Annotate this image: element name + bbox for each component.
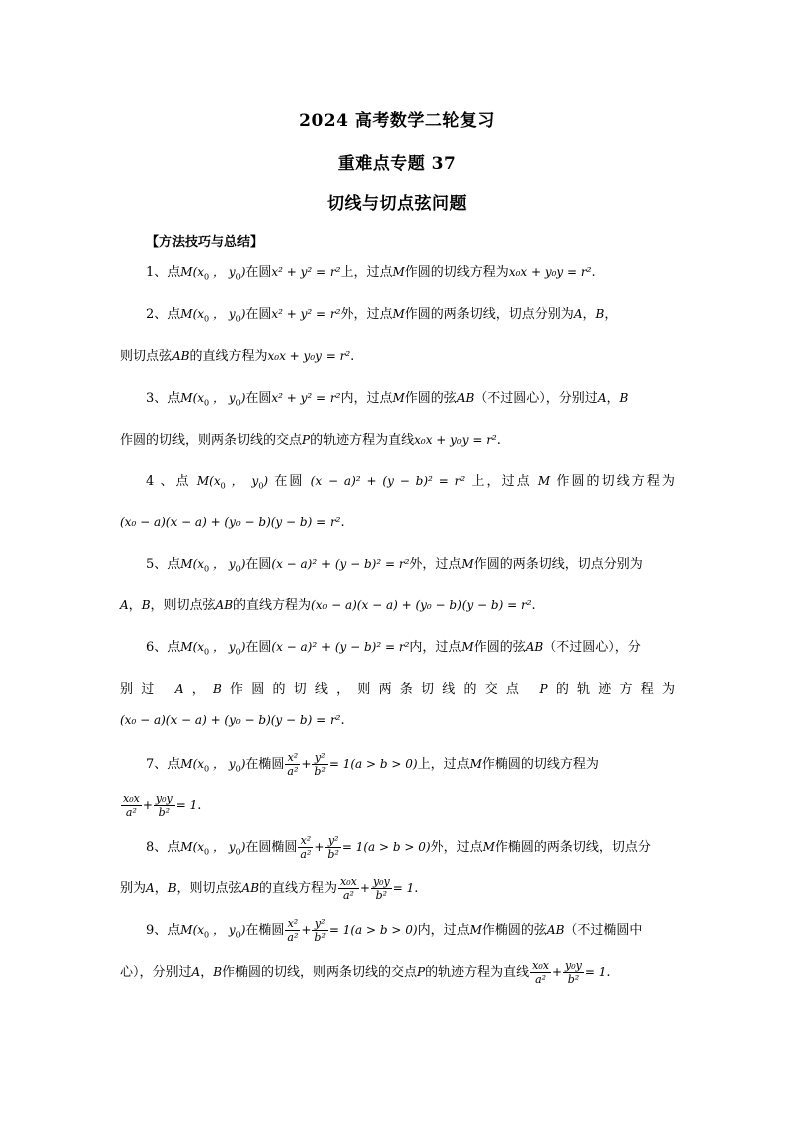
item-8: 8、点$M(x_0$ ， $y_0$)在圆椭圆 $\frac{\text{x²}}{\text{a²}}$ + $\frac{\text{y²}}{\text{b²}}$ = 1(a > b > 0)外，过点M作椭圆的两条切线，切点分 [146,834,651,861]
item-3: 3、点$M(x_0$ ， $y_0$)在圆x² + y² = r²内，过点M作圆的弦AB（不过圆心），分别过A，B [146,391,629,408]
item-6-cont: 别过 A，B作圆的切线，则两条切线的交点 P的轨迹方程为 [120,682,675,697]
document-title: 2024 高考数学二轮复习 [299,111,495,131]
item-4: 4 、点 $M(x_0$ ， $y_0$) 在圆 (x − a)² + (y − b)² = r² 上，过点 M 作圆的切线方程为 [146,474,675,491]
item-2: 2、点$M(x_0$ ， $y_0$)在圆x² + y² = r²外，过点M作圆的两条切线，切点分别为A，B， [146,307,618,324]
tangent-equation: x₀x + y₀y = r² [508,265,592,279]
item-1: 1、点$M(x_0$ ， $y_0$)在圆x² + y² = r²上，过点M作圆的切线方程为x₀x + y₀y = r². [146,265,596,282]
document-subtitle: 重难点专题 37 [337,154,457,174]
ellipse-frac-x: $\frac{\text{x²}}{\text{a²}}$ [287,751,299,778]
item-9-cont: 心），分别过A，B作椭圆的切线，则两条切线的交点P的轨迹方程为直线 $\frac{\text{x₀x}}{\text{a²}}$ + $\frac{\text{y₀y}}{\text{b²}}$ = 1. [120,959,611,986]
ellipse-frac-y: $\frac{\text{y²}}{\text{b²}}$ [314,751,326,778]
item-2-cont: 则切点弦AB的直线方程为x₀x + y₀y = r². [120,349,355,364]
item-3-cont: 作圆的切线，则两条切线的交点P的轨迹方程为直线x₀x + y₀y = r². [120,433,501,448]
item-6-cont-2: (x₀ − a)(x − a) + (y₀ − b)(y − b) = r². [120,713,345,728]
section-heading: 【方法技巧与总结】 [146,235,264,250]
shifted-tangent-equation: (x₀ − a)(x − a) + (y₀ − b)(y − b) = r² [120,515,341,529]
circle-equation: x² + y² = r² [271,265,341,279]
item-4-cont: (x₀ − a)(x − a) + (y₀ − b)(y − b) = r². [120,515,345,530]
item-8-cont: 别为A，B，则切点弦AB的直线方程为 $\frac{\text{x₀x}}{\text{a²}}$ + $\frac{\text{y₀y}}{\text{b²}}$ = 1. [120,875,419,902]
item-5-cont: A，B，则切点弦AB的直线方程为(x₀ − a)(x − a) + (y₀ − b)(y − b) = r². [120,598,536,613]
point-m: $M(x_0$ ， $y_0$) [180,265,246,282]
topic-title: 切线与切点弦问题 [327,194,467,214]
item-9: 9、点$M(x_0$ ， $y_0$)在椭圆 $\frac{\text{x²}}{\text{a²}}$ + $\frac{\text{y²}}{\text{b²}}$ = 1(a > b > 0)内，过点M作椭圆的弦AB（不过椭圆中 [146,917,643,944]
item-7: 7、点$M(x_0$ ， $y_0$)在椭圆 $\frac{\text{x²}}{\text{a²}}$ + $\frac{\text{y²}}{\text{b²}}$ = 1(a > b > 0)上，过点M作椭圆的切线方程为 [146,751,599,778]
item-7-cont: $\frac{\text{x₀x}}{\text{a²}}$ + $\frac{\text{y₀y}}{\text{b²}}$ = 1. [123,792,202,819]
item-5: 5、点$M(x_0$ ， $y_0$)在圆(x − a)² + (y − b)² = r²外，过点M作圆的两条切线，切点分别为 [146,557,643,574]
item-6: 6、点$M(x_0$ ， $y_0$)在圆(x − a)² + (y − b)² = r²内，过点M作圆的弦AB（不过圆心），分 [146,640,641,657]
